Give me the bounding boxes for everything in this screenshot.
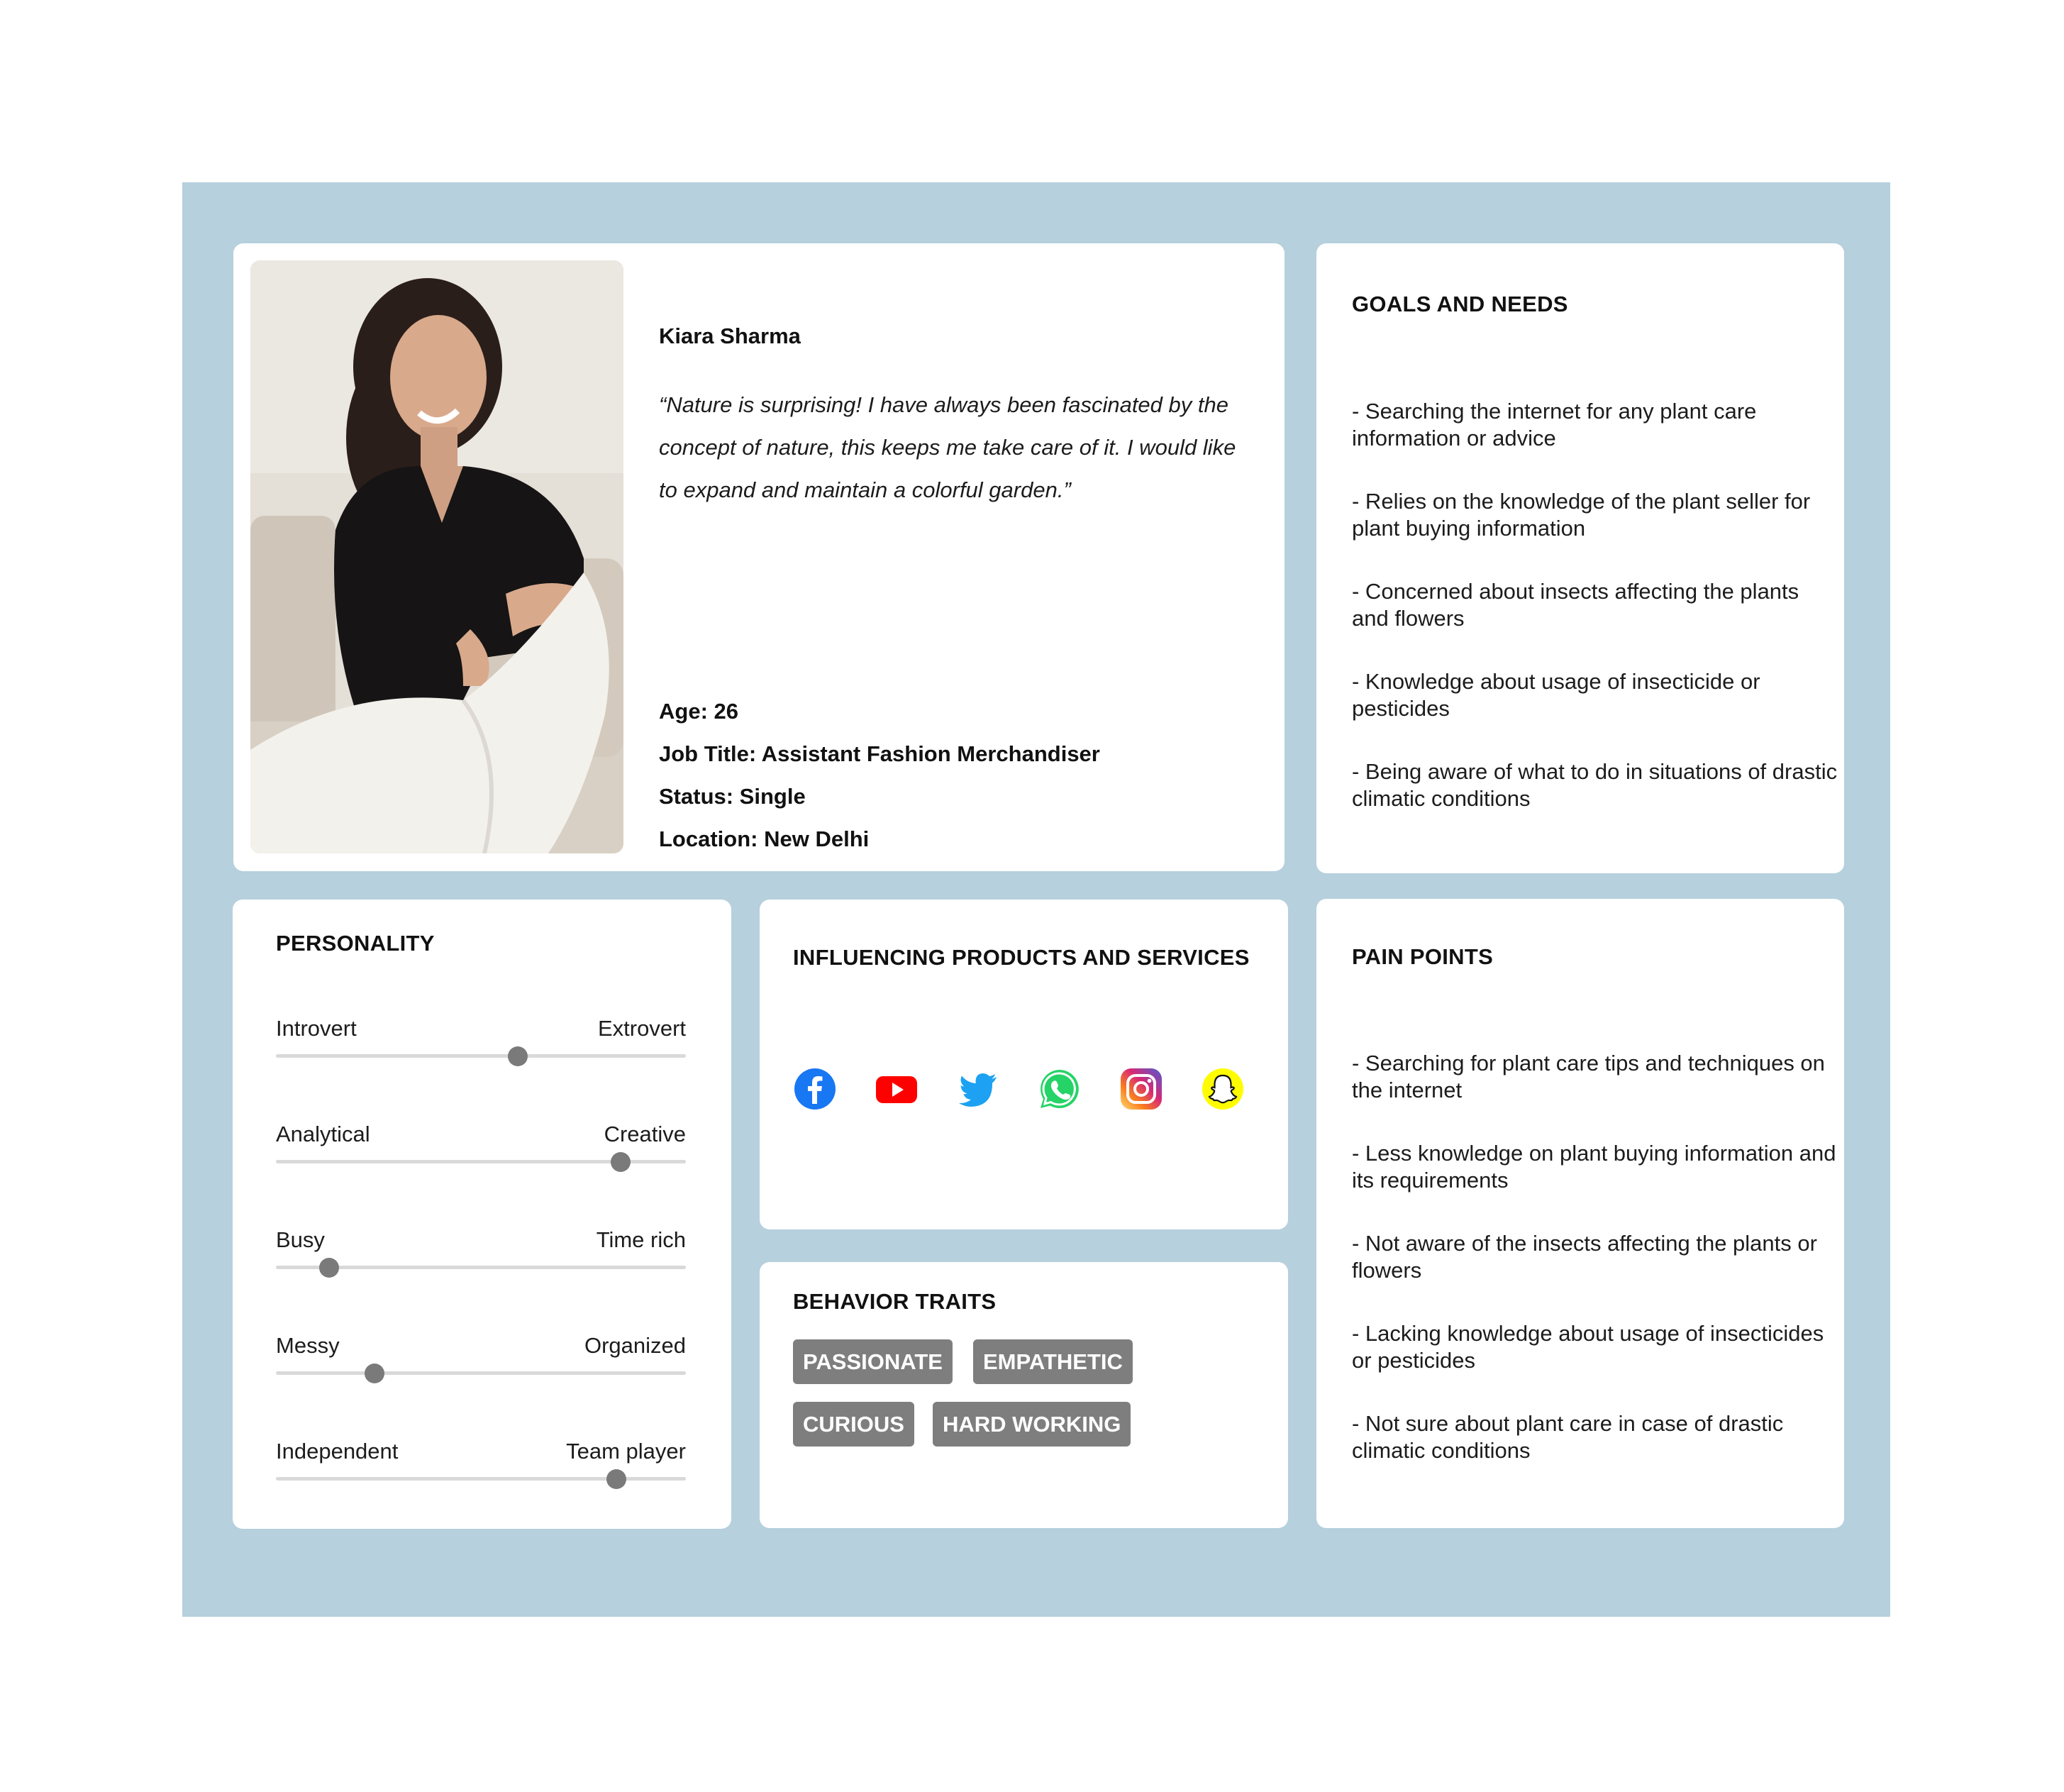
list-item: - Not aware of the insects affecting the plants or flowers [1352,1231,1817,1283]
list-item: - Lacking knowledge about usage of insecticides or pesticides [1352,1321,1824,1373]
slider-left-label: Independent [276,1439,399,1464]
slider-right-label: Extrovert [597,1016,686,1041]
slider-track [276,1054,686,1058]
facebook-icon [793,1067,837,1111]
list-item: - Not sure about plant care in case of drastic climatic conditions [1352,1411,1784,1463]
slider-independent-team-player[interactable] [276,1439,686,1495]
slider-knob[interactable] [611,1152,631,1172]
location-fact: Location: New Delhi [659,826,870,851]
snapchat-icon [1201,1067,1245,1111]
behavior-card [760,1262,1288,1528]
persona-quote: “Nature is surprising! I have always been fascinated by the concept of nature, this keeps me take care of it. I would like to expand and maintain a colorful garden.” [659,392,1236,502]
list-item: - Knowledge about usage of insecticide or pesticides [1352,669,1760,721]
pain-points-title: PAIN POINTS [1352,944,1494,969]
profile-photo [250,260,623,853]
goals-card [1316,243,1844,873]
goals-list [1352,398,1841,848]
influence-card [760,900,1288,1229]
slider-left-label: Busy [276,1227,325,1252]
slider-knob[interactable] [319,1258,339,1278]
age-fact: Age: 26 [659,699,738,724]
slider-right-label: Time rich [596,1227,686,1252]
job-title-fact: Job Title: Assistant Fashion Merchandiser [659,741,1100,766]
slider-knob[interactable] [606,1469,626,1489]
slider-analytical-creative[interactable] [276,1122,686,1178]
slider-right-label: Creative [604,1122,686,1146]
pain-points-card [1316,899,1844,1528]
youtube-icon [875,1067,919,1111]
profile-card [233,243,1285,871]
goals-title: GOALS AND NEEDS [1352,292,1568,316]
list-item: - Searching the internet for any plant care information or advice [1352,399,1757,450]
trait-tag: EMPATHETIC [973,1339,1133,1384]
persona-name: Kiara Sharma [659,323,801,348]
slider-right-label: Team player [566,1439,686,1464]
trait-tag: PASSIONATE [793,1339,953,1384]
slider-knob[interactable] [508,1046,528,1066]
behavior-title: BEHAVIOR TRAITS [793,1289,997,1314]
list-item: - Concerned about insects affecting the plants and flowers [1352,579,1799,631]
pain-points-list [1352,1050,1841,1500]
list-item: - Relies on the knowledge of the plant seller for plant buying information [1352,489,1811,541]
personality-title: PERSONALITY [276,931,435,956]
slider-left-label: Introvert [276,1016,357,1041]
list-item: - Less knowledge on plant buying information and its requirements [1352,1141,1836,1193]
list-item: - Searching for plant care tips and techniques on the internet [1352,1051,1825,1102]
slider-introvert-extrovert[interactable] [276,1016,686,1073]
status-fact: Status: Single [659,784,806,809]
twitter-icon [956,1067,1000,1111]
slider-left-label: Analytical [276,1122,370,1146]
slider-busy-time-rich[interactable] [276,1227,686,1284]
whatsapp-icon [1038,1067,1082,1111]
persona-facts [659,690,1100,861]
personality-card [233,900,731,1529]
influence-title: INFLUENCING PRODUCTS AND SERVICES [793,945,1250,970]
slider-left-label: Messy [276,1333,340,1358]
trait-tag: HARD WORKING [933,1402,1131,1447]
instagram-icon [1119,1067,1163,1111]
slider-track [276,1371,686,1375]
trait-tag: CURIOUS [793,1402,914,1447]
slider-right-label: Organized [584,1333,686,1358]
list-item: - Being aware of what to do in situations of drastic climatic conditions [1352,759,1838,811]
slider-knob[interactable] [365,1364,384,1383]
slider-messy-organized[interactable] [276,1333,686,1390]
